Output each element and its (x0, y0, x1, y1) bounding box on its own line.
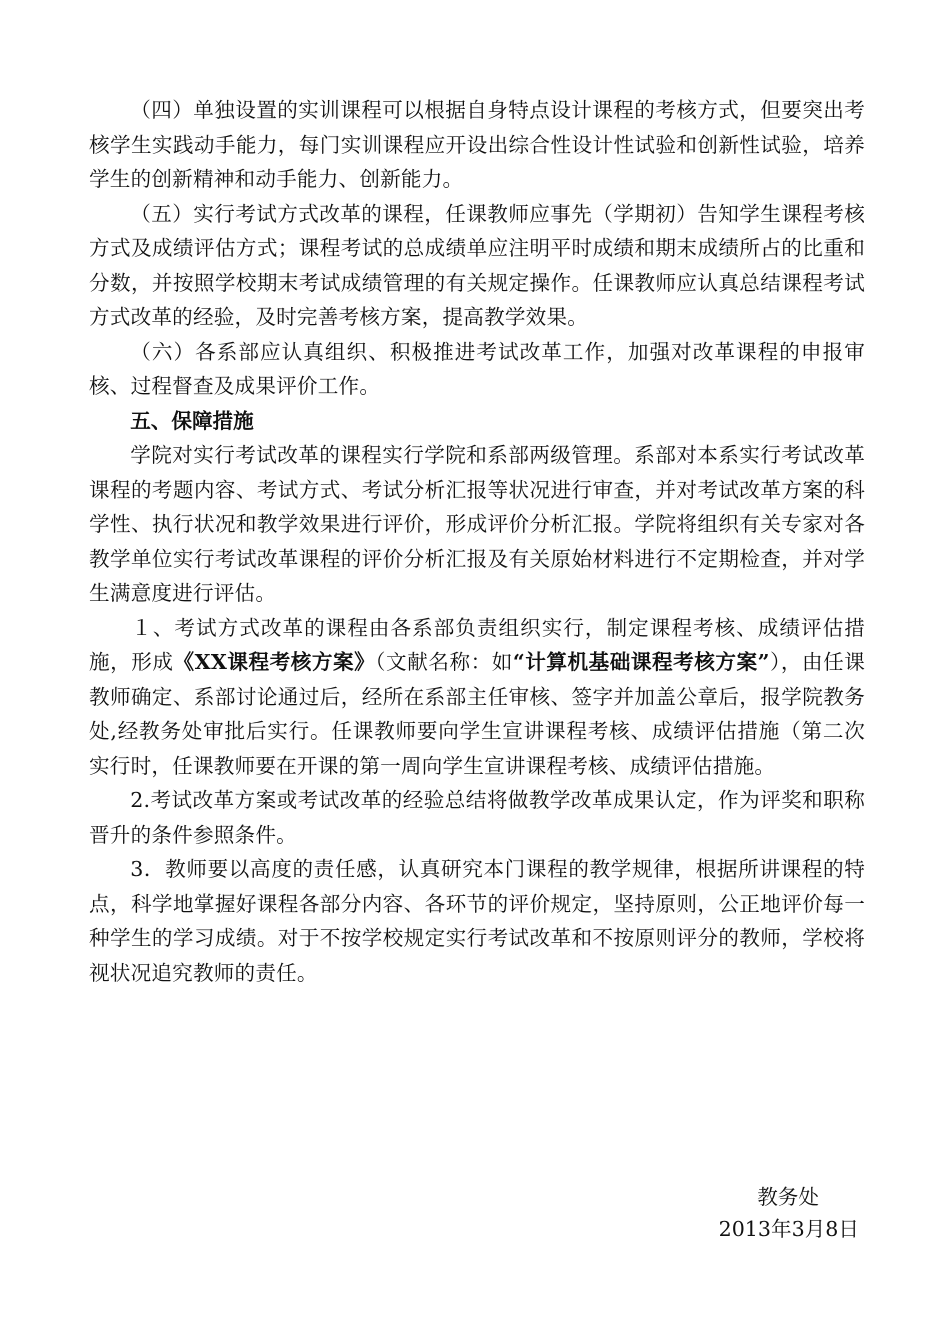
list-item-1-text-a: １、考试方式改革的课程由各系部负责组织实行，制定课程考核、成绩评估措施，形成 (89, 615, 865, 674)
plan-title: 《XX课程考核方案》 (173, 650, 376, 674)
list-item-1-text-c: ），由任课教师确定、系部讨论通过后，经所在系部主任审核、签字并加盖公章后，报学院教务处,经教务处审批后实行。任课教师要向学生宣讲课程考核、成绩评估措施（第二次实行时，任课教师要在开课的第一周向学生宣讲课程考核、成绩评估措施。 (89, 650, 865, 778)
section-heading: 五、保障措施 (130, 408, 254, 433)
list-item-1 (89, 611, 865, 784)
paragraph-6: （六）各系部应认真组织、积极推进考试改革工作，加强对改革课程的申报审核、过程督查及成果评价工作。 (89, 339, 865, 398)
list-item-3: 3．教师要以高度的责任感，认真研究本门课程的教学规律，根据所讲课程的特点，科学地掌握好课程各部分内容、各环节的评价规定，坚持原则，公正地评价每一种学生的学习成绩。对于不按学校规定实行考试改革和不按原则评分的教师，学校将视状况追究教师的责任。 (89, 857, 865, 985)
signature-date: 2013年3月8日 (718, 1217, 859, 1241)
signature-office: 教务处 (757, 1185, 819, 1209)
paragraph-5: （五）实行考试方式改革的课程，任课教师应事先（学期初）告知学生课程考核方式及成绩评估方式；课程考试的总成绩单应注明平时成绩和期末成绩所占的比重和分数，并按照学校期末考试成绩管理的有关规定操作。任课教师应认真总结课程考试方式改革的经验，及时完善考核方案，提高教学效果。 (89, 201, 865, 329)
list-item-1-text-b: （文献名称：如 (375, 650, 513, 674)
section-intro: 学院对实行考试改革的课程实行学院和系部两级管理。系部对本系实行考试改革课程的考题内容、考试方式、考试分析汇报等状况进行审查，并对考试改革方案的科学性、执行状况和教学效果进行评价，形成评价分析汇报。学院将组织有关专家对各教学单位实行考试改革课程的评价分析汇报及有关原始材料进行不定期检查，并对学生满意度进行评估。 (89, 443, 865, 605)
plan-example-name: “计算机基础课程考核方案” (512, 650, 770, 674)
document-body (89, 93, 865, 990)
paragraph-4: （四）单独设置的实训课程可以根据自身特点设计课程的考核方式，但要突出考核学生实践动手能力，每门实训课程应开设出综合性设计性试验和创新性试验，培养学生的创新精神和动手能力、创新能力。 (89, 98, 865, 191)
list-item-2: 2.考试改革方案或考试改革的经验总结将做教学改革成果认定，作为评奖和职称晋升的条件参照条件。 (89, 788, 865, 847)
